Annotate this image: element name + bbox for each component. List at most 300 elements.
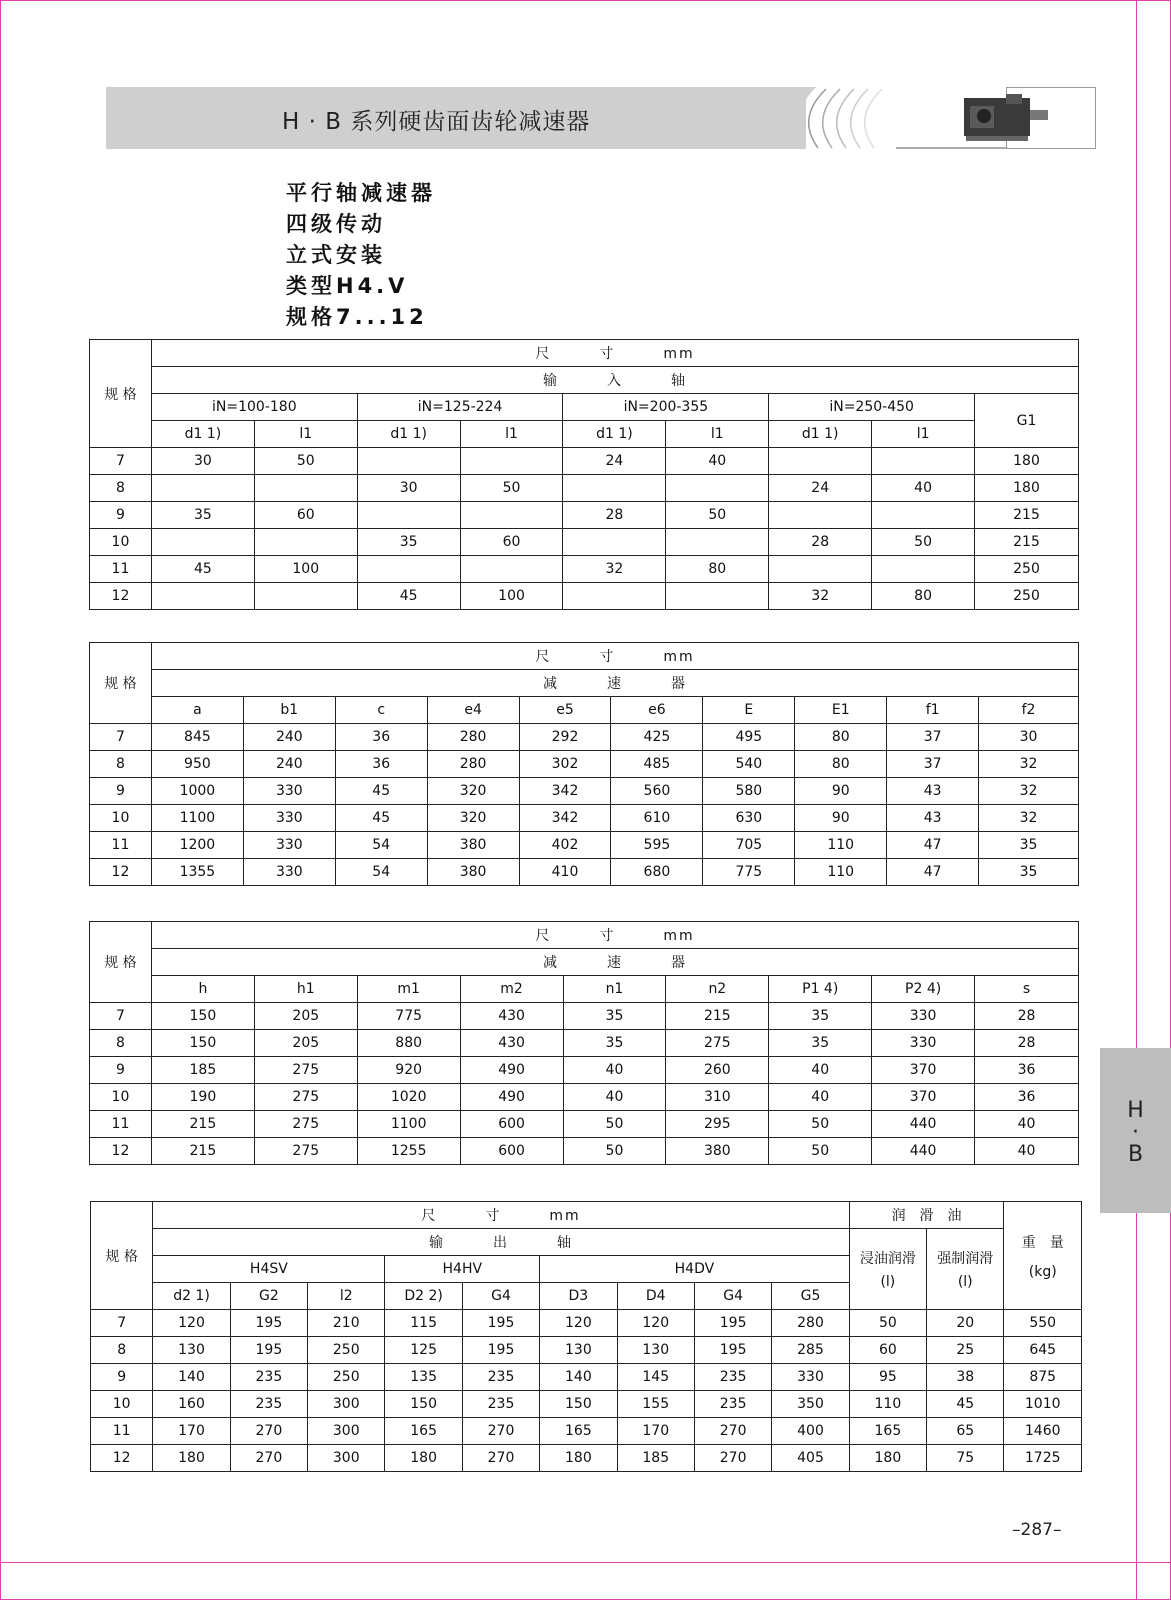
- row-spec: 8: [90, 475, 152, 502]
- row-spec: 11: [90, 1111, 152, 1138]
- column-header: P2 4): [872, 976, 975, 1003]
- table-cell: 35: [357, 529, 460, 556]
- column-header: G4: [694, 1283, 771, 1310]
- table-cell: 35: [563, 1003, 666, 1030]
- table-cell: 45: [335, 778, 427, 805]
- table-cell: 1460: [1004, 1418, 1082, 1445]
- table-cell: 302: [519, 751, 611, 778]
- unit-label: (l): [880, 1274, 896, 1290]
- table-cell: 215: [975, 502, 1079, 529]
- table-cell: 260: [666, 1057, 769, 1084]
- forced-lubrication-header: [927, 1229, 1004, 1310]
- table-cell: 180: [975, 448, 1079, 475]
- table-cell: 280: [772, 1310, 849, 1337]
- table-row: [90, 805, 1079, 832]
- table-cell: 47: [887, 859, 979, 886]
- table-row: [90, 556, 1079, 583]
- row-spec: 10: [90, 1084, 152, 1111]
- table-cell: [254, 529, 357, 556]
- table-cell: 24: [769, 475, 872, 502]
- table-cell: 170: [153, 1418, 230, 1445]
- table-cell: 185: [151, 1057, 254, 1084]
- table-cell: 40: [769, 1084, 872, 1111]
- table-cell: 130: [617, 1337, 694, 1364]
- table-cell: 24: [563, 448, 666, 475]
- header-banner: [106, 87, 1096, 149]
- table-cell: 36: [975, 1084, 1079, 1111]
- column-header: h: [151, 976, 254, 1003]
- table-cell: 330: [872, 1030, 975, 1057]
- column-header: e4: [427, 697, 519, 724]
- table-cell: 170: [617, 1418, 694, 1445]
- column-header: E1: [795, 697, 887, 724]
- table-cell: 950: [151, 751, 243, 778]
- table-cell: 400: [772, 1418, 849, 1445]
- column-header: m2: [460, 976, 563, 1003]
- table-cell: 1255: [357, 1138, 460, 1165]
- table-row: [91, 1364, 1082, 1391]
- table-cell: 410: [519, 859, 611, 886]
- table-cell: [254, 475, 357, 502]
- table-cell: 330: [772, 1364, 849, 1391]
- table-row: [90, 448, 1079, 475]
- table-cell: 45: [357, 583, 460, 610]
- table-cell: 300: [308, 1418, 385, 1445]
- table-cell: 205: [254, 1003, 357, 1030]
- table-cell: 880: [357, 1030, 460, 1057]
- forced-label: 强制润滑: [937, 1251, 994, 1267]
- row-spec: 9: [91, 1364, 153, 1391]
- column-header: P1 4): [769, 976, 872, 1003]
- table-row: [90, 1030, 1079, 1057]
- dimension-header: 尺 寸 mm: [153, 1202, 849, 1229]
- table-cell: 195: [694, 1310, 771, 1337]
- column-header: c: [335, 697, 427, 724]
- tab-letter: B: [1127, 1142, 1144, 1167]
- table-cell: 95: [849, 1364, 926, 1391]
- table-cell: 775: [357, 1003, 460, 1030]
- table-cell: 90: [795, 778, 887, 805]
- table-cell: 155: [617, 1391, 694, 1418]
- table-cell: 35: [979, 859, 1079, 886]
- ratio-group-header: iN=250-450: [769, 394, 975, 421]
- spec-header: 规 格: [90, 922, 152, 1003]
- table-cell: 235: [694, 1391, 771, 1418]
- table-cell: 30: [151, 448, 254, 475]
- variant-group-header: H4SV: [153, 1256, 385, 1283]
- table-cell: [666, 529, 769, 556]
- table-cell: 125: [385, 1337, 462, 1364]
- table-cell: 430: [460, 1030, 563, 1057]
- table-cell: 40: [563, 1057, 666, 1084]
- table-cell: 595: [611, 832, 703, 859]
- column-header: f1: [887, 697, 979, 724]
- table-cell: 185: [617, 1445, 694, 1472]
- table-cell: 28: [563, 502, 666, 529]
- table-cell: 845: [151, 724, 243, 751]
- table-cell: 240: [243, 724, 335, 751]
- table-cell: 60: [460, 529, 563, 556]
- column-header: f2: [979, 697, 1079, 724]
- table-cell: 32: [979, 778, 1079, 805]
- table-cell: 28: [975, 1030, 1079, 1057]
- table-cell: 50: [563, 1111, 666, 1138]
- row-spec: 12: [91, 1445, 153, 1472]
- column-header: d1 1): [563, 421, 666, 448]
- table-cell: 402: [519, 832, 611, 859]
- table-cell: 45: [927, 1391, 1004, 1418]
- table-cell: 28: [975, 1003, 1079, 1030]
- table-cell: 1355: [151, 859, 243, 886]
- table-cell: 50: [769, 1138, 872, 1165]
- table-cell: 550: [1004, 1310, 1082, 1337]
- table-cell: 25: [927, 1337, 1004, 1364]
- table-cell: 30: [357, 475, 460, 502]
- section-header: 输 入 轴: [151, 367, 1078, 394]
- table-cell: 275: [254, 1111, 357, 1138]
- table-cell: 270: [230, 1445, 307, 1472]
- row-spec: 9: [90, 778, 152, 805]
- table-cell: 28: [769, 529, 872, 556]
- table-cell: [151, 583, 254, 610]
- table-row: [90, 1003, 1079, 1030]
- table-cell: 330: [243, 805, 335, 832]
- table-cell: 20: [927, 1310, 1004, 1337]
- table-cell: 320: [427, 778, 519, 805]
- table-cell: [563, 583, 666, 610]
- banner-swoosh: [756, 87, 896, 149]
- table-cell: 490: [460, 1057, 563, 1084]
- row-spec: 9: [90, 1057, 152, 1084]
- table-cell: 495: [703, 724, 795, 751]
- table-cell: 32: [563, 556, 666, 583]
- table-cell: 430: [460, 1003, 563, 1030]
- table-cell: 32: [979, 751, 1079, 778]
- table-cell: 285: [772, 1337, 849, 1364]
- table-cell: 680: [611, 859, 703, 886]
- column-header: l1: [872, 421, 975, 448]
- table-cell: 47: [887, 832, 979, 859]
- table-cell: 30: [979, 724, 1079, 751]
- table-cell: 140: [540, 1364, 617, 1391]
- table-cell: 425: [611, 724, 703, 751]
- column-header: d1 1): [151, 421, 254, 448]
- table-cell: 180: [385, 1445, 462, 1472]
- table-cell: 165: [540, 1418, 617, 1445]
- tab-dot: ·: [1132, 1120, 1139, 1145]
- table-cell: 130: [540, 1337, 617, 1364]
- table-row: [91, 1310, 1082, 1337]
- table-cell: 32: [979, 805, 1079, 832]
- table-cell: 40: [975, 1111, 1079, 1138]
- table-cell: 280: [427, 724, 519, 751]
- table-cell: 110: [795, 859, 887, 886]
- table-cell: 50: [460, 475, 563, 502]
- table-row: [90, 1084, 1079, 1111]
- table-cell: 300: [308, 1391, 385, 1418]
- table-cell: 350: [772, 1391, 849, 1418]
- table-cell: 292: [519, 724, 611, 751]
- table-cell: 330: [243, 832, 335, 859]
- row-spec: 10: [90, 529, 152, 556]
- column-header: l2: [308, 1283, 385, 1310]
- table-cell: 600: [460, 1111, 563, 1138]
- table-cell: [769, 502, 872, 529]
- table-cell: [563, 475, 666, 502]
- table-cell: 36: [335, 724, 427, 751]
- table-row: [91, 1445, 1082, 1472]
- column-header: D2 2): [385, 1283, 462, 1310]
- table-cell: 195: [462, 1310, 539, 1337]
- table-cell: 35: [769, 1030, 872, 1057]
- heading-line: 规格7...12: [286, 305, 428, 329]
- table-cell: 43: [887, 805, 979, 832]
- dip-label: 浸油润滑: [859, 1251, 916, 1267]
- table-cell: 120: [153, 1310, 230, 1337]
- row-spec: 8: [90, 1030, 152, 1057]
- row-spec: 10: [91, 1391, 153, 1418]
- table-cell: 610: [611, 805, 703, 832]
- unit-label: (l): [957, 1274, 973, 1290]
- table-cell: 40: [872, 475, 975, 502]
- table-row: [91, 1418, 1082, 1445]
- dip-lubrication-header: [849, 1229, 926, 1310]
- table-cell: 250: [975, 556, 1079, 583]
- row-spec: 12: [90, 583, 152, 610]
- column-header: G1: [975, 394, 1079, 448]
- table-cell: 270: [694, 1445, 771, 1472]
- column-header: h1: [254, 976, 357, 1003]
- row-spec: 8: [90, 751, 152, 778]
- table-row: [90, 502, 1079, 529]
- table-cell: 50: [563, 1138, 666, 1165]
- table-cell: 50: [254, 448, 357, 475]
- table-cell: 120: [540, 1310, 617, 1337]
- gear-reducer-image: [962, 92, 1060, 144]
- table-cell: 275: [254, 1138, 357, 1165]
- table-cell: [151, 529, 254, 556]
- table-cell: 100: [460, 583, 563, 610]
- table-cell: 195: [694, 1337, 771, 1364]
- table-cell: 35: [769, 1003, 872, 1030]
- table-cell: 235: [230, 1364, 307, 1391]
- table-cell: 330: [872, 1003, 975, 1030]
- variant-group-header: H4DV: [540, 1256, 850, 1283]
- column-header: d1 1): [769, 421, 872, 448]
- column-header: d1 1): [357, 421, 460, 448]
- table-cell: 342: [519, 778, 611, 805]
- table-cell: 145: [617, 1364, 694, 1391]
- table-cell: 380: [427, 859, 519, 886]
- column-header: G4: [462, 1283, 539, 1310]
- table-cell: 270: [694, 1418, 771, 1445]
- table-cell: 1200: [151, 832, 243, 859]
- table-cell: 1020: [357, 1084, 460, 1111]
- reducer-dimensions-table-1: [89, 642, 1079, 886]
- table-row: [91, 1391, 1082, 1418]
- table-cell: 560: [611, 778, 703, 805]
- column-header: l1: [460, 421, 563, 448]
- output-shaft-table: [90, 1201, 1082, 1472]
- table-cell: 90: [795, 805, 887, 832]
- table-cell: 180: [153, 1445, 230, 1472]
- spec-header: 规 格: [90, 340, 152, 448]
- table-cell: 150: [151, 1003, 254, 1030]
- lubrication-header: 润 滑 油: [849, 1202, 1004, 1229]
- table-cell: [357, 556, 460, 583]
- column-header: G2: [230, 1283, 307, 1310]
- table-cell: 140: [153, 1364, 230, 1391]
- table-cell: [460, 556, 563, 583]
- row-spec: 11: [91, 1418, 153, 1445]
- table-cell: 1100: [357, 1111, 460, 1138]
- table-cell: [769, 448, 872, 475]
- row-spec: 9: [90, 502, 152, 529]
- table-row: [90, 1138, 1079, 1165]
- column-header: d2 1): [153, 1283, 230, 1310]
- table-cell: 60: [254, 502, 357, 529]
- column-header: a: [151, 697, 243, 724]
- table-row: [90, 475, 1079, 502]
- table-cell: 235: [694, 1364, 771, 1391]
- table-cell: 150: [540, 1391, 617, 1418]
- table-cell: 36: [975, 1057, 1079, 1084]
- heading-line: 四级传动: [286, 212, 386, 236]
- table-cell: 920: [357, 1057, 460, 1084]
- table-row: [91, 1337, 1082, 1364]
- table-cell: 40: [563, 1084, 666, 1111]
- column-header: n2: [666, 976, 769, 1003]
- table-cell: 150: [385, 1391, 462, 1418]
- side-index-tab: [1100, 1048, 1171, 1213]
- table-cell: 370: [872, 1057, 975, 1084]
- table-cell: 115: [385, 1310, 462, 1337]
- column-header: e6: [611, 697, 703, 724]
- section-header: 输 出 轴: [153, 1229, 849, 1256]
- table-cell: 580: [703, 778, 795, 805]
- table-cell: 270: [462, 1418, 539, 1445]
- table-cell: 80: [795, 724, 887, 751]
- table-cell: 1725: [1004, 1445, 1082, 1472]
- table-cell: 195: [230, 1337, 307, 1364]
- table-cell: 160: [153, 1391, 230, 1418]
- table-row: [90, 778, 1079, 805]
- table-cell: 36: [335, 751, 427, 778]
- column-header: E: [703, 697, 795, 724]
- row-spec: 11: [90, 556, 152, 583]
- table-cell: 54: [335, 859, 427, 886]
- table-cell: 295: [666, 1111, 769, 1138]
- table-cell: 35: [979, 832, 1079, 859]
- weight-label: 重 量: [1021, 1234, 1064, 1251]
- column-header: D4: [617, 1283, 694, 1310]
- table-cell: 705: [703, 832, 795, 859]
- table-cell: [666, 475, 769, 502]
- column-header: D3: [540, 1283, 617, 1310]
- table-cell: 485: [611, 751, 703, 778]
- table-cell: 490: [460, 1084, 563, 1111]
- table-cell: [357, 448, 460, 475]
- weight-header: [1004, 1202, 1082, 1310]
- dimension-header: 尺 寸 mm: [151, 340, 1078, 367]
- column-header: l1: [254, 421, 357, 448]
- table-cell: 235: [462, 1364, 539, 1391]
- table-cell: 40: [769, 1057, 872, 1084]
- dimension-header: 尺 寸 mm: [151, 922, 1078, 949]
- table-cell: 180: [540, 1445, 617, 1472]
- reducer-dimensions-table-2: [89, 921, 1079, 1165]
- table-cell: 270: [462, 1445, 539, 1472]
- table-cell: 80: [795, 751, 887, 778]
- table-cell: 110: [849, 1391, 926, 1418]
- row-spec: 8: [91, 1337, 153, 1364]
- row-spec: 10: [90, 805, 152, 832]
- table-cell: 32: [769, 583, 872, 610]
- spec-header: 规 格: [91, 1202, 153, 1310]
- ratio-group-header: iN=125-224: [357, 394, 563, 421]
- table-cell: 250: [308, 1364, 385, 1391]
- table-cell: [872, 556, 975, 583]
- row-spec: 12: [90, 859, 152, 886]
- table-cell: 195: [462, 1337, 539, 1364]
- table-cell: 180: [849, 1445, 926, 1472]
- table-cell: 210: [308, 1310, 385, 1337]
- table-cell: [666, 583, 769, 610]
- heading-line: 平行轴减速器: [286, 181, 436, 205]
- table-cell: 342: [519, 805, 611, 832]
- section-header: 减 速 器: [151, 670, 1078, 697]
- heading-line: 立式安装: [286, 243, 386, 267]
- table-cell: 195: [230, 1310, 307, 1337]
- table-cell: 270: [230, 1418, 307, 1445]
- table-cell: 310: [666, 1084, 769, 1111]
- table-cell: 37: [887, 724, 979, 751]
- dimension-header: 尺 寸 mm: [151, 643, 1078, 670]
- table-cell: [460, 448, 563, 475]
- table-cell: 75: [927, 1445, 1004, 1472]
- table-cell: 40: [666, 448, 769, 475]
- table-cell: 240: [243, 751, 335, 778]
- table-cell: 135: [385, 1364, 462, 1391]
- table-cell: 215: [151, 1138, 254, 1165]
- table-cell: 275: [254, 1084, 357, 1111]
- table-cell: 45: [335, 805, 427, 832]
- crop-line: [0, 1562, 1171, 1563]
- table-cell: 1010: [1004, 1391, 1082, 1418]
- table-cell: 50: [849, 1310, 926, 1337]
- variant-group-header: H4HV: [385, 1256, 540, 1283]
- table-row: [90, 724, 1079, 751]
- crop-line: [1136, 0, 1137, 1600]
- column-header: m1: [357, 976, 460, 1003]
- table-cell: 45: [151, 556, 254, 583]
- weight-unit: (kg): [1028, 1263, 1057, 1280]
- table-cell: 165: [385, 1418, 462, 1445]
- table-cell: [872, 502, 975, 529]
- row-spec: 11: [90, 832, 152, 859]
- table-cell: 54: [335, 832, 427, 859]
- table-cell: 80: [872, 583, 975, 610]
- table-cell: 370: [872, 1084, 975, 1111]
- table-cell: 165: [849, 1418, 926, 1445]
- table-cell: 110: [795, 832, 887, 859]
- page-number: –287–: [1012, 1520, 1062, 1540]
- table-cell: 645: [1004, 1337, 1082, 1364]
- table-cell: 60: [849, 1337, 926, 1364]
- table-cell: [769, 556, 872, 583]
- table-cell: 50: [872, 529, 975, 556]
- table-cell: 215: [151, 1111, 254, 1138]
